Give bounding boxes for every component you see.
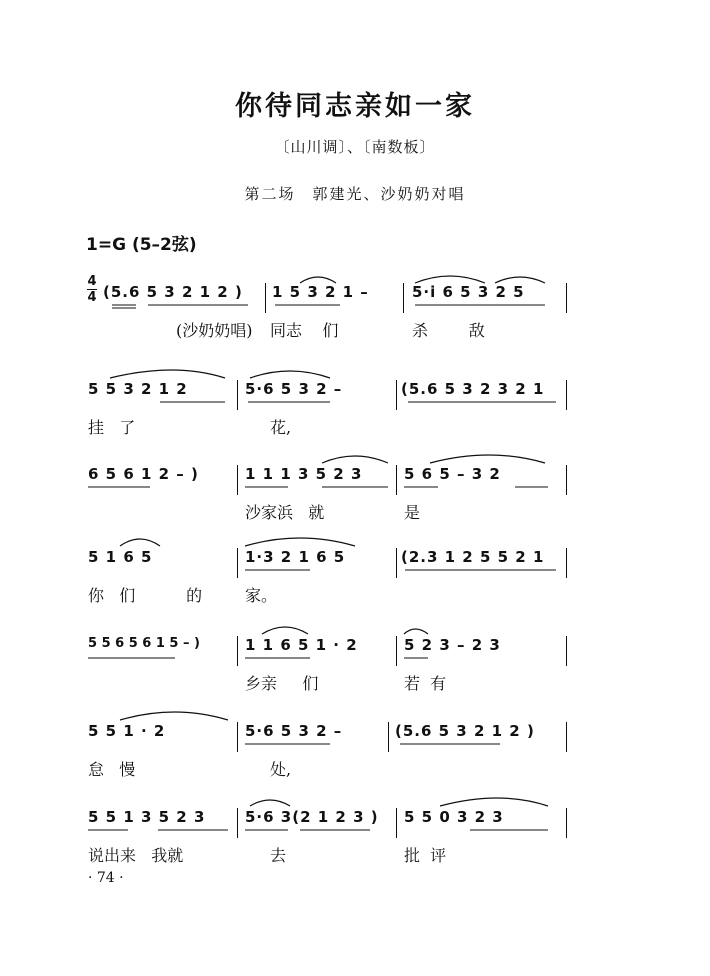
song-title: 你待同志亲如一家 — [235, 91, 475, 122]
notes-measure: 6 5 6 1 2 – ) — [88, 465, 199, 483]
notes-measure: 5 5 1 · 2 — [88, 722, 166, 740]
lyric-text: 是 — [404, 503, 421, 522]
notes-measure: (5.6 5 3 2 1 2 ) — [103, 283, 243, 301]
slur-marks — [0, 380, 710, 420]
slur-marks — [0, 722, 710, 762]
notes-measure: 1 1 6 5 1 · 2 — [245, 636, 358, 654]
notes-measure: (2.3 1 2 5 5 2 1 — [401, 548, 545, 566]
notes-measure: 5 5 1 3 5 2 3 — [88, 808, 206, 826]
scene-heading: 第二场 郭建光、沙奶奶对唱 — [244, 185, 466, 203]
slur-marks — [0, 808, 710, 848]
notes-measure: 1 1 1 3 5 2 3 — [245, 465, 363, 483]
lyric-text: 若 有 — [404, 674, 447, 693]
lyric-text: 说出来 我就 — [88, 846, 184, 865]
notes-measure: 5·i 6 5 3 2 5 — [412, 283, 525, 301]
slur-marks — [0, 465, 710, 505]
lyric-text: 同志 们 — [270, 321, 339, 340]
lyric-text: 去 — [270, 846, 287, 865]
lyric-text: 你 们 的 — [88, 586, 203, 605]
notes-measure: 5 5 3 2 1 2 — [88, 380, 188, 398]
tune-subtitle: 〔山川调〕、〔南数板〕 — [274, 138, 436, 156]
notes-measure: 5 1 6 5 — [88, 548, 153, 566]
slur-marks — [0, 283, 710, 323]
lyric-text: (沙奶奶唱) — [176, 321, 253, 340]
score-line-7 — [0, 808, 710, 878]
notes-measure: (5.6 5 3 2 3 2 1 — [401, 380, 545, 398]
lyric-text: 花, — [270, 418, 292, 437]
lyric-text: 乡亲 们 — [245, 674, 319, 693]
lyric-text: 处, — [270, 760, 292, 779]
score-line-4 — [0, 548, 710, 618]
notes-measure: 1·3 2 1 6 5 — [245, 548, 346, 566]
slur-marks — [0, 636, 710, 676]
time-signature: 4 4 — [87, 274, 97, 305]
notes-measure: 5·6 5 3 2 – — [245, 380, 343, 398]
notes-measure: 5·6 3(2 1 2 3 ) — [245, 808, 379, 826]
page-number: · 74 · — [88, 870, 124, 886]
score-line-3 — [0, 465, 710, 535]
lyric-text: 怠 慢 — [88, 760, 136, 779]
notes-measure: 5·6 5 3 2 – — [245, 722, 343, 740]
notes-measure: (5.6 5 3 2 1 2 ) — [395, 722, 535, 740]
notes-measure: 5 2 3 – 2 3 — [404, 636, 501, 654]
key-signature: 1=G (5–2弦) — [86, 235, 197, 255]
lyric-text: 杀 敌 — [412, 321, 485, 340]
notes-measure: 5 5 0 3 2 3 — [404, 808, 504, 826]
slur-marks — [0, 548, 710, 588]
lyric-text: 批 评 — [404, 846, 447, 865]
notes-measure: 5 6 5 – 3 2 — [404, 465, 501, 483]
lyric-text: 家。 — [245, 586, 278, 605]
lyric-text: 挂 了 — [88, 418, 136, 437]
notes-measure: 1 5 3 2 1 – — [272, 283, 369, 301]
notes-measure: 5 5 6 5 6 1 5 – ) — [88, 636, 200, 651]
score-line-5 — [0, 636, 710, 706]
score-line-6 — [0, 722, 710, 792]
lyric-text: 沙家浜 就 — [245, 503, 325, 522]
score-line-1 — [0, 274, 710, 353]
score-line-2 — [0, 380, 710, 450]
